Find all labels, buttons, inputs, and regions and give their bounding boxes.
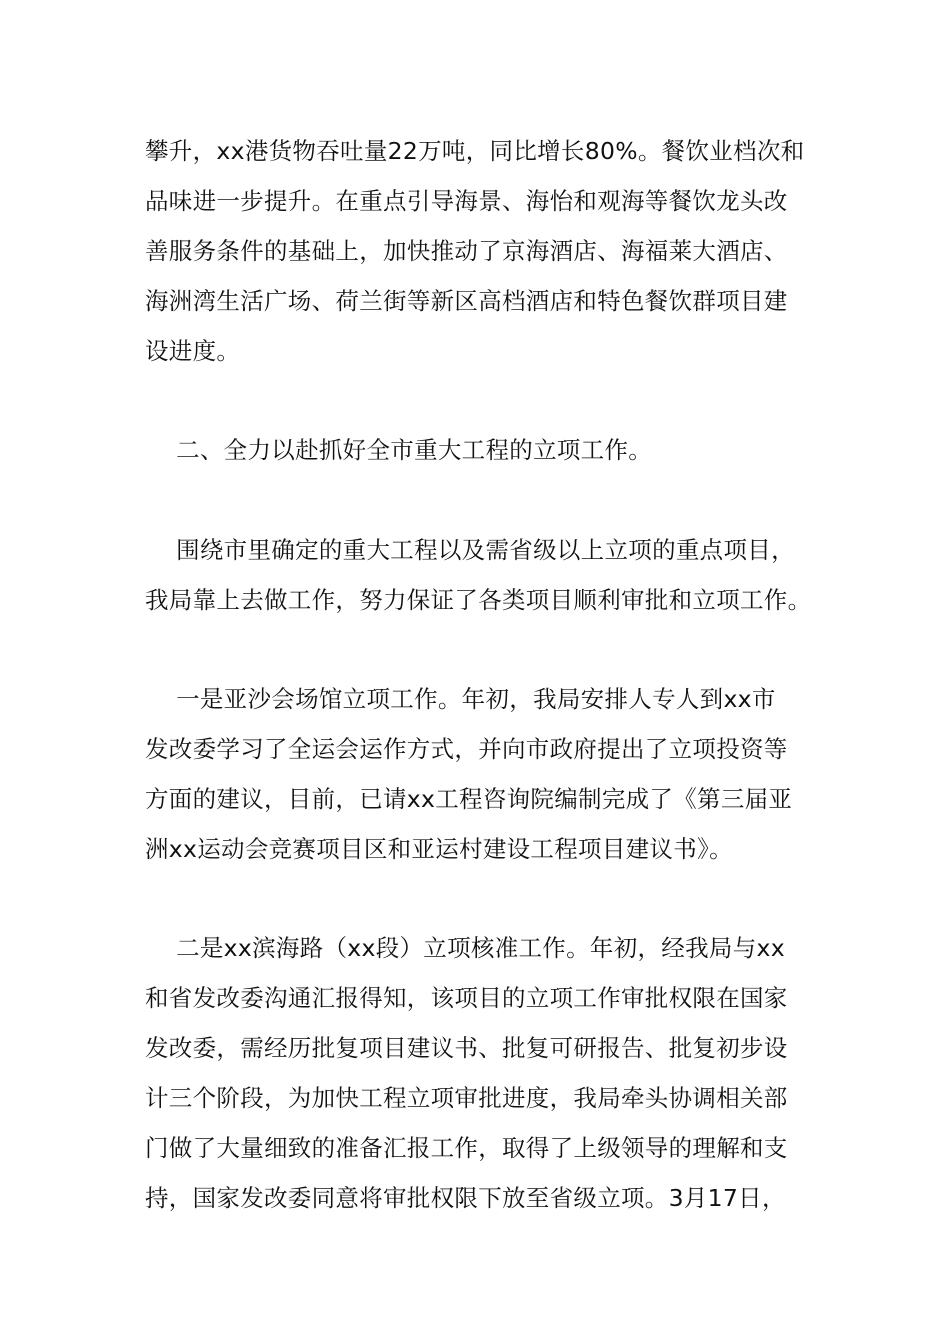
text-line: 门做了大量细致的准备汇报工作，取得了上级领导的理解和支 <box>145 1134 788 1162</box>
text-line: 发改委学习了全运会运作方式，并向市政府提出了立项投资等 <box>145 735 788 763</box>
text-line: 洲xx运动会竞赛项目区和亚运村建设工程项目建议书》。 <box>145 835 733 863</box>
text-line: 方面的建议，目前，已请xx工程咨询院编制完成了《第三届亚 <box>145 785 793 813</box>
text-line: 善服务条件的基础上，加快推动了京海酒店、海福莱大酒店、 <box>145 237 788 265</box>
section-heading: 二、全力以赴抓好全市重大工程的立项工作。 <box>145 436 653 464</box>
text-line: 持，国家发改委同意将审批权限下放至省级立项。3月17日， <box>145 1184 786 1212</box>
text-line: 攀升，xx港货物吞吐量22万吨，同比增长80%。餐饮业档次和 <box>145 137 805 165</box>
text-line: 海洲湾生活广场、荷兰街等新区高档酒店和特色餐饮群项目建 <box>145 287 788 315</box>
text-line: 发改委，需经历批复项目建议书、批复可研报告、批复初步设 <box>145 1034 788 1062</box>
text-line: 二是xx滨海路（xx段）立项核准工作。年初，经我局与xx <box>145 934 785 962</box>
text-line: 品味进一步提升。在重点引导海景、海怡和观海等餐饮龙头改 <box>145 187 788 215</box>
text-line: 围绕市里确定的重大工程以及需省级以上立项的重点项目， <box>145 536 795 564</box>
text-line: 我局靠上去做工作，努力保证了各类项目顺利审批和立项工作。 <box>145 586 812 614</box>
text-line: 计三个阶段，为加快工程立项审批进度，我局牵头协调相关部 <box>145 1084 788 1112</box>
text-line: 设进度。 <box>145 337 241 365</box>
text-line: 一是亚沙会场馆立项工作。年初，我局安排人专人到xx市 <box>145 685 776 713</box>
text-line: 和省发改委沟通汇报得知，该项目的立项工作审批权限在国家 <box>145 984 788 1012</box>
